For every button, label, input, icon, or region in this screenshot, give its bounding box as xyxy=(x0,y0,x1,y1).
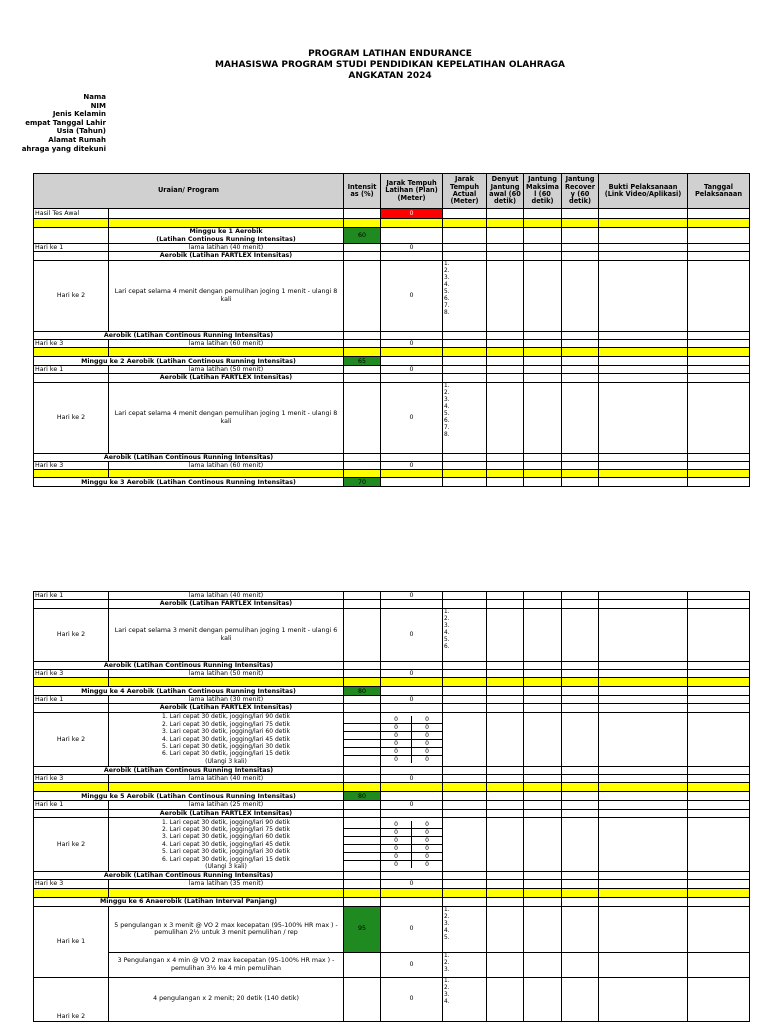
label-tempat-tanggal-lahir: empat Tanggal Lahir xyxy=(25,118,106,127)
label-nama: Nama xyxy=(83,93,106,101)
table-row: Hari ke 3 lama latihan (60 menit) 0 xyxy=(34,339,750,347)
separator-row xyxy=(34,219,750,228)
table-row: Hari ke 1 lama latihan (50 menit) 0 xyxy=(34,366,750,374)
table-row: Hari ke 1 lama latihan (40 menit) 0 xyxy=(34,244,750,252)
table-row-week-4: Minggu ke 4 Aerobik (Latihan Continous Running Intensitas) 80 xyxy=(34,687,750,696)
table-row: Aerobik (Latihan Continous Running Intensitas) xyxy=(34,766,750,774)
week-1-intensity: 60 xyxy=(344,228,381,244)
program-table-part-2 xyxy=(33,591,750,1022)
table-row: Hari ke 1 lama latihan (40 menit) 0 xyxy=(34,592,750,600)
table-row: Hari ke 2 1. Lari cepat 30 detik, jogging/lari 90 detik 2. Lari cepat 30 detik, jogging/lari 75 detik 3. Lari cepat 30 detik, jogging/lari 60 detik 4. Lari cepat 30 detik, jogging/lari 45 detik 5. Lari cepat 30 detik, jogging/lari 30 detik 6. Lari cepat 30 detik, jogging/lari 15 detik (Ulangi 3 kali) 0 0 0 0 0 0 0 0 0 0 0 0 xyxy=(34,817,750,871)
tes-awal-label: Hasil Tes Awal xyxy=(34,209,109,219)
table-row: Aerobik (Latihan Continous Running Intensitas) xyxy=(34,661,750,669)
table-row: Aerobik (Latihan FARTLEX Intensitas) xyxy=(34,374,750,382)
separator-row xyxy=(34,678,750,687)
table-row: Hari ke 2 Lari cepat selama 4 menit dengan pemulihan joging 1 menit - ulangi 8 kali 0 1. 2. 3. 4. 5. 6. 7. 8. xyxy=(34,382,750,453)
table-row-week-3: Minggu ke 3 Aerobik (Latihan Continous Running Intensitas) 70 xyxy=(34,478,750,487)
table-row-week-2: Minggu ke 2 Aerobik (Latihan Continous Running Intensitas) 65 xyxy=(34,357,750,366)
table-row: 3 Pengulangan x 4 min @ VO 2 max kecepatan (95-100% HR max ) - pemulihan 3½ ke 4 min pemulihan 0 1. 2. 3. xyxy=(34,952,750,977)
doc-title-line-3: ANGKATAN 2024 xyxy=(348,71,432,81)
table-row: Hari ke 1 lama latihan (25 menit) 0 xyxy=(34,801,750,809)
table-row: Aerobik (Latihan FARTLEX Intensitas) xyxy=(34,704,750,712)
col-hr-start: Denyut Jantung awal (60 detik) xyxy=(487,174,524,209)
biodata-labels xyxy=(22,93,106,153)
table-row: Aerobik (Latihan Continous Running Intensitas) xyxy=(34,871,750,879)
table-row: Aerobik (Latihan Continous Running Intensitas) xyxy=(34,453,750,461)
doc-title-line-2: MAHASISWA PROGRAM STUDI PENDIDIKAN KEPELATIHAN OLAHRAGA xyxy=(215,60,565,70)
col-program: Uraian/ Program xyxy=(34,174,344,209)
table-row: Aerobik (Latihan FARTLEX Intensitas) xyxy=(34,600,750,608)
col-intensity: Intensit as (%) xyxy=(344,174,381,209)
label-nim: NIM xyxy=(90,101,106,110)
table-row: Hari ke 2 4 pengulangan x 2 menit; 20 detik (140 detik) 0 1. 2. 3. 4. xyxy=(34,977,750,1021)
col-hr-recovery: Jantung Recover y (60 detik) xyxy=(562,174,599,209)
table-row: Hari ke 3 lama latihan (35 menit) 0 xyxy=(34,880,750,888)
separator-row xyxy=(34,783,750,792)
table-row: Hari ke 2 1. Lari cepat 30 detik, jogging/lari 90 detik 2. Lari cepat 30 detik, jogging/lari 75 detik 3. Lari cepat 30 detik, jogging/lari 60 detik 4. Lari cepat 30 detik, jogging/lari 45 detik 5. Lari cepat 30 detik, jogging/lari 30 detik 6. Lari cepat 30 detik, jogging/lari 15 detik (Ulangi 3 kali) 0 0 0 0 0 0 0 0 0 0 0 0 xyxy=(34,712,750,766)
table-row-week-1 xyxy=(34,228,750,244)
table-row-week-6: Minggu ke 6 Anaerobik (Latihan Interval Panjang) xyxy=(34,897,750,906)
table-row-tes-awal xyxy=(34,209,750,219)
header-row xyxy=(34,174,750,209)
table-row-week-5: Minggu ke 5 Aerobik (Latihan Continous Running Intensitas) 80 xyxy=(34,792,750,801)
separator-row xyxy=(34,888,750,897)
label-alamat: Alamat Rumah xyxy=(48,135,106,144)
table-row: Hari ke 1 5 pengulangan x 3 menit @ VO 2 max kecepatan (95-100% HR max ) - pemulihan 2½ untuk 3 menit pemulihan / rep 95 0 1. 2. 3. 4. 5. xyxy=(34,906,750,952)
table-row: Hari ke 3 lama latihan (40 menit) 0 xyxy=(34,775,750,783)
tes-awal-value: 0 xyxy=(381,209,443,219)
label-olahraga: ahraga yang ditekuni xyxy=(21,144,106,153)
label-jenis-kelamin: Jenis Kelamin xyxy=(52,110,106,119)
col-proof: Bukti Pelaksanaan (Link Video/Aplikasi) xyxy=(599,174,688,209)
table-row: Hari ke 2 Lari cepat selama 4 menit dengan pemulihan joging 1 menit - ulangi 8 kali 0 1. 2. 3. 4. 5. 6. 7. 8. xyxy=(34,260,750,331)
col-hr-max: Jantung Maksima l (60 detik) xyxy=(524,174,562,209)
table-row: Aerobik (Latihan FARTLEX Intensitas) xyxy=(34,252,750,260)
col-plan-distance: Jarak Tempuh Latihan (Plan) (Meter) xyxy=(381,174,443,209)
table-row: Aerobik (Latihan FARTLEX Intensitas) xyxy=(34,809,750,817)
col-actual-distance: Jarak Tempuh Actual (Meter) xyxy=(443,174,487,209)
label-usia: Usia (Tahun) xyxy=(56,127,106,136)
col-date: Tanggal Pelaksanaan xyxy=(688,174,750,209)
doc-title-line-1: PROGRAM LATIHAN ENDURANCE xyxy=(308,49,472,59)
table-row: Aerobik (Latihan Continous Running Intensitas) xyxy=(34,331,750,339)
actual-list: 1. 2. 3. 4. 5. 6. 7. 8. xyxy=(443,260,487,331)
table-row: Hari ke 3 lama latihan (50 menit) 0 xyxy=(34,669,750,677)
table-row: Hari ke 1 lama latihan (30 menit) 0 xyxy=(34,696,750,704)
separator-row xyxy=(34,348,750,357)
week-1-title: Minggu ke 1 Aerobik (Latihan Continous Running Intensitas) xyxy=(109,228,344,244)
separator-row xyxy=(34,470,750,478)
table-row: Hari ke 2 Lari cepat selama 3 menit dengan pemulihan joging 1 menit - ulangi 6 kali 0 1. 2. 3. 4. 5. 6. xyxy=(34,608,750,661)
table-row: Hari ke 3 lama latihan (60 menit) 0 xyxy=(34,462,750,470)
program-table-part-1 xyxy=(33,173,750,487)
